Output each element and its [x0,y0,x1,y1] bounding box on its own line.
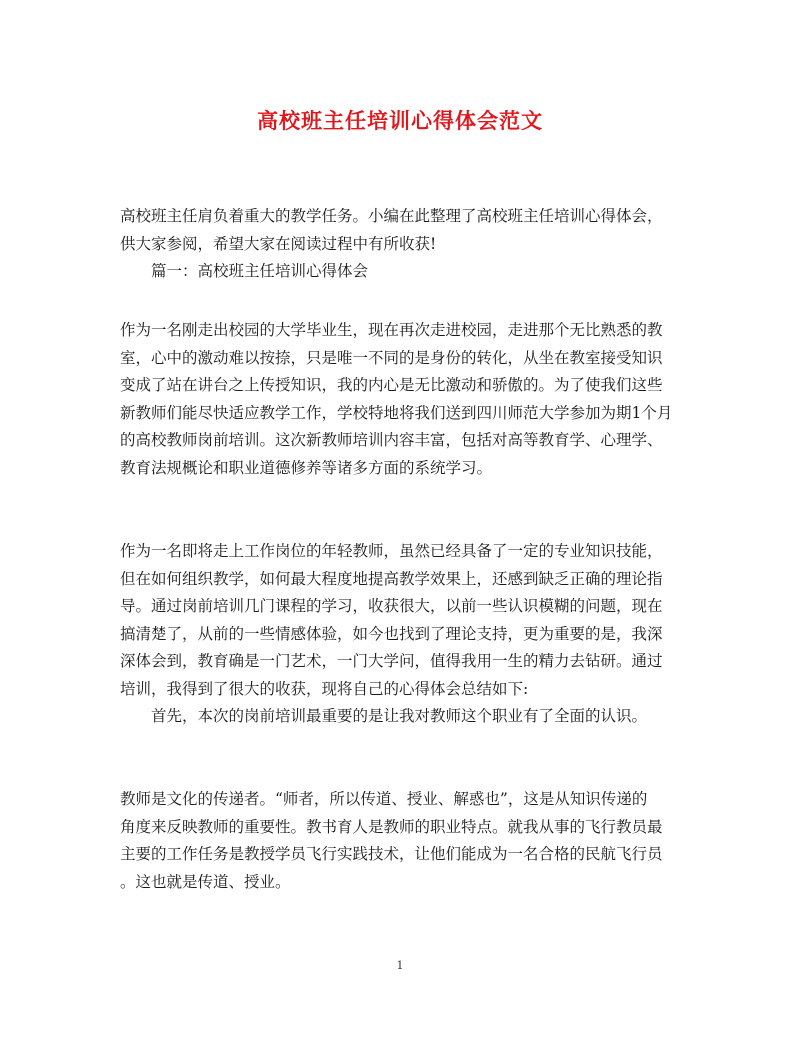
text-line: 深体会到，教育确是一门艺术，一门大学问，值得我用一生的精力去钻研。通过 [120,652,663,670]
text-line: 教育法规概论和职业道德修养等诸多方面的系统学习。 [120,458,493,477]
text-line: 。这也就是传道、授业。 [120,872,291,891]
text-line: 新教师们能尽快适应教学工作，学校特地将我们送到四川师范大学参加为期1个月 [120,403,673,422]
text-line: 变成了站在讲台之上传授知识，我的内心是无比激动和骄傲的。为了使我们这些 [120,376,663,394]
paragraph-2 [120,538,680,731]
document-title: 高校班主任培训心得体会范文 [257,108,543,133]
intro-paragraph [120,203,680,286]
text-line: 角度来反映教师的重要性。教书育人是教师的职业特点。就我从事的飞行教员最 [120,817,663,836]
text-line: 作为一名即将走上工作岗位的年轻教师，虽然已经具备了一定的专业知识技能， [120,542,663,560]
text-line: 室，心中的激动难以按捺，只是唯一不同的是身份的转化，从坐在教室接受知识 [120,348,663,367]
text-line: 作为一名刚走出校园的大学毕业生，现在再次走进校园，走进那个无比熟悉的教 [120,321,663,339]
text-line: 教师是文化的传递者。“师者，所以传道、授业、解惑也”，这是从知识传递的 [120,790,648,808]
section-heading: 篇一：高校班主任培训心得体会 [151,262,369,280]
paragraph-3 [120,786,680,896]
text-line: 的高校教师岗前培训。这次新教师培训内容丰富，包括对高等教育学、心理学、 [120,431,663,449]
text-line: 培训，我得到了很大的收获，现将自己的心得体会总结如下: [120,679,529,698]
text-line: 主要的工作任务是教授学员飞行实践技术，让他们能成为一名合格的民航飞行员 [120,845,663,863]
text-line: 但在如何组织教学，如何最大程度地提高教学效果上，还感到缺乏正确的理论指 [120,569,663,588]
text-line-indented: 首先，本次的岗前培训最重要的是让我对教师这个职业有了全面的认识。 [151,707,648,725]
text-line: 搞清楚了，从前的一些情感体验，如今也找到了理论支持，更为重要的是，我深 [120,624,663,643]
text-line: 高校班主任肩负着重大的教学任务。小编在此整理了高校班主任培训心得体会， [120,207,663,225]
page-number: 1 [396,959,404,972]
text-line: 供大家参阅，希望大家在阅读过程中有所收获! [120,234,437,253]
text-line: 导。通过岗前培训几门课程的学习，收获很大，以前一些认识模糊的问题，现在 [120,597,663,615]
paragraph-1 [120,317,680,482]
